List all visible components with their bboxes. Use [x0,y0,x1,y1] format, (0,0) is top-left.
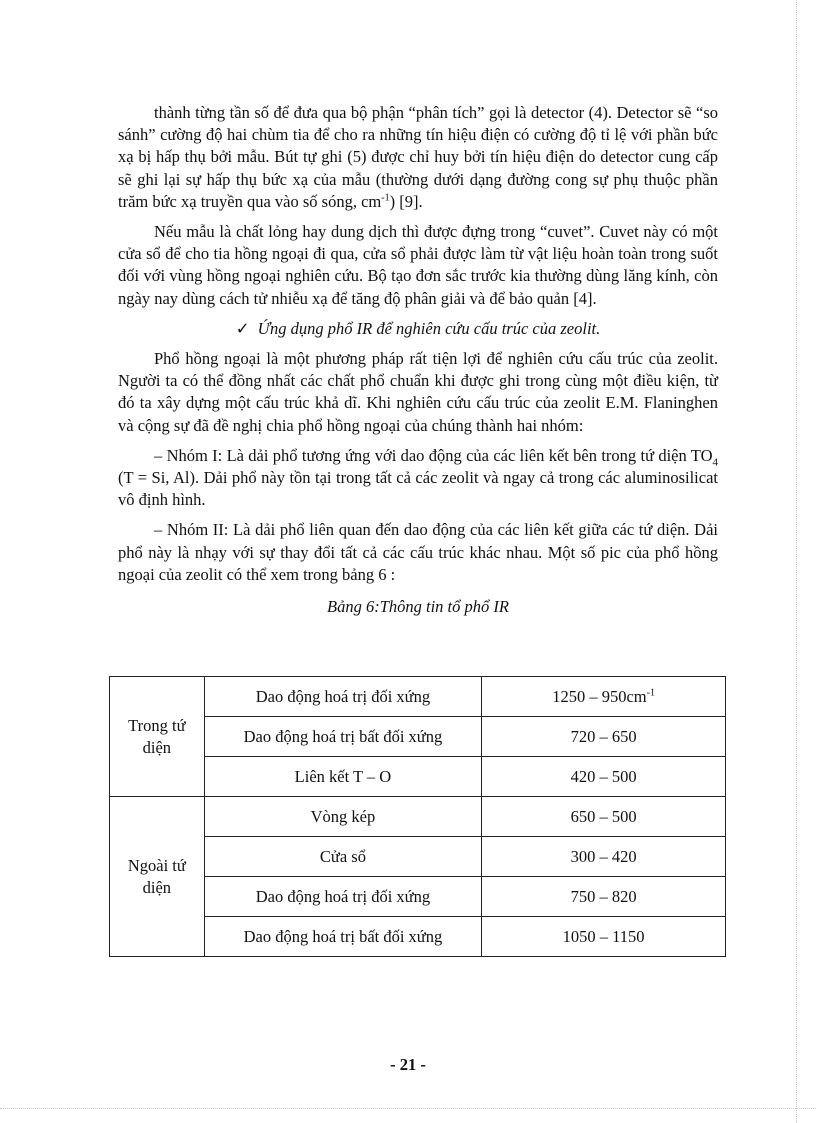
wavenumber-value: 420 – 500 [482,757,726,797]
vibration-name: Dao động hoá trị đối xứng [204,877,481,917]
ir-spectrum-table [109,676,726,957]
wavenumber-value: 750 – 820 [482,877,726,917]
paragraph-cuvet: Nếu mẫu là chất lỏng hay dung dịch thì được đựng trong “cuvet”. Cuvet này có một cửa sổ để cho tia hồng ngoại đi qua, cửa sổ phải được làm từ vật liệu hoàn toàn trong suốt đối với vùng hồng ngoại nghiên cứu. Bộ tạo đơn sắc trước kia thường dùng lăng kính, còn ngày nay dùng cách tử nhiễu xạ để tăng độ phân giải và để bảo quản [4]. [118,222,718,308]
page-border-bottom [0,1108,816,1109]
table-row [110,677,726,717]
vibration-name: Dao động hoá trị bất đối xứng [204,717,481,757]
paragraph-detector: thành từng tần số để đưa qua bộ phận “phân tích” gọi là detector (4). Detector sẽ “so sánh” cường độ hai chùm tia để cho ra những tín hiệu điện có cường độ tỉ lệ với phần bức xạ bị hấp thụ bởi mẫu. Bút tự ghi (5) được chỉ huy bởi tín hiệu điện do detector cung cấp sẽ ghi lại sự hấp thụ bức xạ của mẫu (thường dưới dạng đường cong sự phụ thuộc phần trăm bức xạ truyền qua vào số sóng, $cm^{-1}$) [9]. [118,103,718,211]
section-heading-ir-zeolit: ✓ Ứng dụng phổ IR để nghiên cứu cấu trúc của zeolit. [235,318,601,338]
table-row [110,797,726,837]
wavenumber-value: 650 – 500 [482,797,726,837]
checkmark-icon: ✓ [235,318,250,338]
paragraph-group-2: – Nhóm II: Là dải phổ liên quan đến dao động của các liên kết giữa các tứ diện. Dải phổ này là nhạy với sự thay đổi tất cả các cấu trúc khác nhau. Một số pic của phổ hồng ngoại của zeolit có thể xem trong bảng 6 : [118,520,718,584]
wavenumber-value: 300 – 420 [482,837,726,877]
wavenumber-value: $1250 - 950cm^{-1}$ [482,677,726,717]
page-border-right [796,0,797,1123]
group-cell-inside: Trong tứ diện [110,677,205,797]
paragraph-group-1: – Nhóm I: Là dải phổ tương ứng với dao động của các liên kết bên trong tứ diện $TO_4$ (T = Si, Al). Dải phổ này tồn tại trong tất cả các zeolit và ngay cả trong các aluminosilicat vô định hình. [118,445,718,510]
group-cell-outside: Ngoài tứ diện [110,797,205,957]
vibration-name: Vòng kép [204,797,481,837]
vibration-name: Dao động hoá trị bất đối xứng [204,917,481,957]
vibration-name: Cửa sổ [204,837,481,877]
page-number: - 21 - [390,1055,426,1074]
wavenumber-value: 1050 – 1150 [482,917,726,957]
paragraph-ir-method: Phổ hồng ngoại là một phương pháp rất tiện lợi để nghiên cứu cấu trúc của zeolit. Người ta có thể đồng nhất các chất phổ chuẩn khi được ghi trong cùng một điều kiện, từ đó ta xây dựng một cấu trúc khả dĩ. Khi nghiên cứu cấu trúc của zeolit E.M. Flaninghen và cộng sự đã đề nghị chia phổ hồng ngoại của chúng thành hai nhóm: [118,349,718,435]
table-caption: Bảng 6:Thông tin tổ phổ IR [327,597,509,617]
wavenumber-value: 720 – 650 [482,717,726,757]
body-text [118,102,718,626]
vibration-name: Dao động hoá trị đối xứng [204,677,481,717]
vibration-name: Liên kết T – O [204,757,481,797]
